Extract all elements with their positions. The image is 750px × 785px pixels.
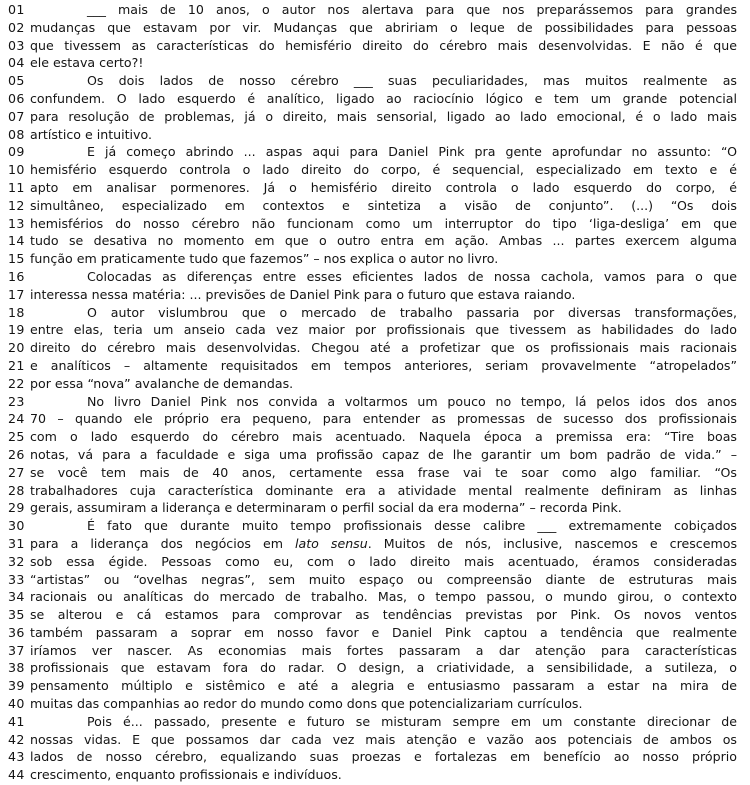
text-line bbox=[0, 766, 750, 784]
line-text: Os dois lados de nosso cérebro ___ suas peculiaridades, mas muitos realmente as bbox=[87, 73, 737, 89]
text-line bbox=[0, 108, 750, 126]
line-number: 10 bbox=[8, 162, 25, 178]
line-number: 21 bbox=[8, 357, 25, 373]
line-number: 30 bbox=[8, 518, 25, 534]
text-line bbox=[0, 446, 750, 464]
line-text: notas, vá para a faculdade e siga uma profissão capaz de lhe garantir um bom padrão de vida.” – bbox=[30, 446, 737, 462]
line-text: ___ mais de 10 anos, o autor nos alertava para que nos preparássemos para grandes bbox=[87, 2, 737, 17]
line-number: 19 bbox=[8, 322, 25, 338]
line-number: 02 bbox=[8, 19, 25, 35]
text-line bbox=[0, 464, 750, 482]
text-line bbox=[0, 659, 750, 677]
line-number: 22 bbox=[8, 375, 25, 391]
text-line bbox=[0, 161, 750, 179]
line-number: 14 bbox=[8, 233, 25, 249]
text-line bbox=[0, 553, 750, 571]
line-text: artístico e intuitivo. bbox=[30, 126, 152, 142]
line-number: 11 bbox=[8, 179, 25, 195]
line-number: 03 bbox=[8, 37, 25, 53]
line-number: 40 bbox=[8, 696, 25, 712]
text-line bbox=[0, 72, 750, 90]
line-number: 34 bbox=[8, 589, 25, 605]
line-text: se você tem mais de 40 anos, certamente essa frase vai te soar como algo familiar. “Os bbox=[30, 464, 737, 480]
line-number: 04 bbox=[8, 55, 25, 71]
line-number: 17 bbox=[8, 286, 25, 302]
line-number: 35 bbox=[8, 607, 25, 623]
line-text: por essa “nova” avalanche de demandas. bbox=[30, 375, 294, 391]
line-number: 39 bbox=[8, 678, 25, 694]
line-number: 20 bbox=[8, 340, 25, 356]
line-text: Pois é... passado, presente e futuro se misturam sempre em um constante direcionar de bbox=[87, 713, 737, 729]
line-text: No livro Daniel Pink nos convida a voltarmos um pouco no tempo, lá pelos idos dos anos bbox=[87, 393, 737, 409]
line-text: pensamento múltiplo e sistêmico e até a alegria e entusiasmo passaram a estar na mira de bbox=[30, 678, 737, 694]
line-text: profissionais que estavam fora do radar. O design, a criatividade, a sensibilidade, a sutileza, o bbox=[30, 660, 737, 676]
line-number: 23 bbox=[8, 393, 25, 409]
text-line bbox=[0, 375, 750, 393]
line-number: 29 bbox=[8, 500, 25, 516]
line-number: 18 bbox=[8, 304, 25, 320]
text-line bbox=[0, 339, 750, 357]
line-text: que tivessem as características do hemisfério direito do cérebro mais desenvolvidas. E não é que bbox=[30, 37, 737, 53]
text-line bbox=[0, 215, 750, 233]
line-number: 43 bbox=[8, 749, 25, 765]
text-line bbox=[0, 624, 750, 642]
text-line bbox=[0, 232, 750, 250]
line-number: 25 bbox=[8, 429, 25, 445]
line-number: 01 bbox=[8, 2, 25, 17]
text-line bbox=[0, 677, 750, 695]
line-text: se alterou e cá estamos para comprovar as tendências previstas por Pink. Os novos ventos bbox=[30, 607, 737, 623]
line-number: 31 bbox=[8, 535, 25, 551]
line-number: 09 bbox=[8, 144, 25, 160]
line-number: 16 bbox=[8, 268, 25, 284]
line-number: 07 bbox=[8, 108, 25, 124]
line-text: O autor vislumbrou que o mercado de trabalho passaria por diversas transformações, bbox=[87, 304, 737, 320]
text-line bbox=[0, 393, 750, 411]
text-line bbox=[0, 304, 750, 322]
text-line bbox=[0, 143, 750, 161]
line-number: 13 bbox=[8, 215, 25, 231]
line-text: iríamos ver nascer. As economias mais fortes passaram a dar atenção para características bbox=[30, 642, 737, 658]
line-text: entre elas, teria um anseio cada vez maior por profissionais que tivessem as habilidades do lado bbox=[30, 322, 737, 338]
line-number: 44 bbox=[8, 767, 25, 783]
line-text: gerais, assumiram a liderança e determinaram o perfil social da era moderna” – recorda Pink. bbox=[30, 500, 622, 516]
text-line bbox=[0, 54, 750, 72]
line-text: lados de nosso cérebro, equalizando suas proezas e fortalezas em benefício ao nosso próprio bbox=[30, 749, 737, 765]
text-line bbox=[0, 517, 750, 535]
line-text: ele estava certo?! bbox=[30, 55, 144, 71]
text-line bbox=[0, 19, 750, 37]
line-number: 26 bbox=[8, 446, 25, 462]
text-line bbox=[0, 286, 750, 304]
line-text: racionais ou analíticas do mercado de trabalho. Mas, o tempo passou, o mundo girou, o contexto bbox=[30, 589, 737, 605]
text-line bbox=[0, 357, 750, 375]
line-text: simultâneo, especializado em contextos e sintetiza a visão de conjunto”. (...) “Os dois bbox=[30, 197, 737, 213]
line-number: 28 bbox=[8, 482, 25, 498]
line-number: 08 bbox=[8, 126, 25, 142]
text-line bbox=[0, 499, 750, 517]
line-text: É fato que durante muito tempo profissionais desse calibre ___ extremamente cobiçados bbox=[87, 518, 737, 534]
line-text: função em praticamente tudo que fazemos” – nos explica o autor no livro. bbox=[30, 251, 499, 267]
line-text: confundem. O lado esquerdo é analítico, ligado ao raciocínio lógico e tem um grande potencial bbox=[30, 90, 737, 106]
line-text: 70 – quando ele próprio era pequeno, para entender as promessas de sucesso dos profissionais bbox=[30, 411, 737, 427]
text-line bbox=[0, 731, 750, 749]
text-line bbox=[0, 90, 750, 108]
line-number: 15 bbox=[8, 251, 25, 267]
line-text: sob essa égide. Pessoas como eu, com o lado direito mais acentuado, éramos consideradas bbox=[30, 553, 737, 569]
text-line bbox=[0, 428, 750, 446]
line-text: e analíticos – altamente requisitados em tempos anteriores, seriam provavelmente “atropelados” bbox=[30, 357, 737, 373]
text-line bbox=[0, 179, 750, 197]
text-line bbox=[0, 713, 750, 731]
text-line bbox=[0, 695, 750, 713]
line-number: 36 bbox=[8, 624, 25, 640]
text-line bbox=[0, 321, 750, 339]
text-line bbox=[0, 535, 750, 553]
line-text: E já começo abrindo ... aspas aqui para Daniel Pink pra gente aprofundar no assunto: “O bbox=[87, 144, 737, 160]
line-text: trabalhadores cuja característica dominante era a atividade mental realmente definiram as linhas bbox=[30, 482, 737, 498]
text-line bbox=[0, 37, 750, 55]
line-text: para resolução de problemas, já o direito, mais sensorial, ligado ao lado emocional, é o lado mais bbox=[30, 108, 737, 124]
line-text: tudo se desativa no momento em que o outro entra em ação. Ambas ... partes exercem alguma bbox=[30, 233, 737, 249]
text-line bbox=[0, 268, 750, 286]
line-number: 12 bbox=[8, 197, 25, 213]
line-text: nossas vidas. E que possamos dar cada vez mais atenção e vazão aos potenciais de ambos os bbox=[30, 731, 737, 747]
line-text: “artistas” ou “ovelhas negras”, sem muito espaço ou compreensão diante de estruturas mais bbox=[30, 571, 737, 587]
line-number: 38 bbox=[8, 660, 25, 676]
line-text: interessa nessa matéria: ... previsões de Daniel Pink para o futuro que estava raiando. bbox=[30, 286, 576, 302]
line-number: 33 bbox=[8, 571, 25, 587]
text-line bbox=[0, 197, 750, 215]
line-number: 27 bbox=[8, 464, 25, 480]
line-text: com o lado esquerdo do cérebro mais acentuado. Naquela época a premissa era: “Tire boas bbox=[30, 429, 737, 445]
line-text: hemisférios do nosso cérebro não funcionam como um interruptor do tipo ‘liga-desliga’ em que bbox=[30, 215, 737, 231]
line-text: hemisfério esquerdo controla o lado direito do corpo, é sequencial, especializado em texto e é bbox=[30, 162, 737, 178]
text-line bbox=[0, 571, 750, 589]
line-number: 06 bbox=[8, 90, 25, 106]
text-line bbox=[0, 410, 750, 428]
line-number: 32 bbox=[8, 553, 25, 569]
text-line bbox=[0, 642, 750, 660]
line-text: mudanças que estavam por vir. Mudanças que abririam o leque de possibilidades para pessoas bbox=[30, 19, 737, 35]
line-text: também passaram a soprar em nosso favor e Daniel Pink captou a tendência que realmente bbox=[30, 624, 737, 640]
text-line bbox=[0, 482, 750, 500]
text-line bbox=[0, 606, 750, 624]
line-text: crescimento, enquanto profissionais e indivíduos. bbox=[30, 767, 342, 783]
line-number: 41 bbox=[8, 713, 25, 729]
text-line bbox=[0, 126, 750, 144]
text-line bbox=[0, 748, 750, 766]
line-number: 42 bbox=[8, 731, 25, 747]
line-text: muitas das companhias ao redor do mundo como dons que potencializariam currículos. bbox=[30, 696, 583, 712]
line-number: 37 bbox=[8, 642, 25, 658]
line-number: 05 bbox=[8, 73, 25, 89]
line-text: apto em analisar pormenores. Já o hemisfério direito controla o lado esquerdo do corpo, é bbox=[30, 179, 737, 195]
text-line bbox=[0, 588, 750, 606]
text-line bbox=[0, 1, 750, 19]
line-text: direito do cérebro mais desenvolvidas. Chegou até a profetizar que os profissionais mais racionais bbox=[30, 340, 737, 356]
text-line bbox=[0, 250, 750, 268]
line-text: para a liderança dos negócios em lato sensu. Muitos de nós, inclusive, nascemos e crescemos bbox=[30, 535, 737, 551]
line-number: 24 bbox=[8, 411, 25, 427]
line-text: Colocadas as diferenças entre esses eficientes lados de nossa cachola, vamos para o que bbox=[87, 268, 737, 284]
